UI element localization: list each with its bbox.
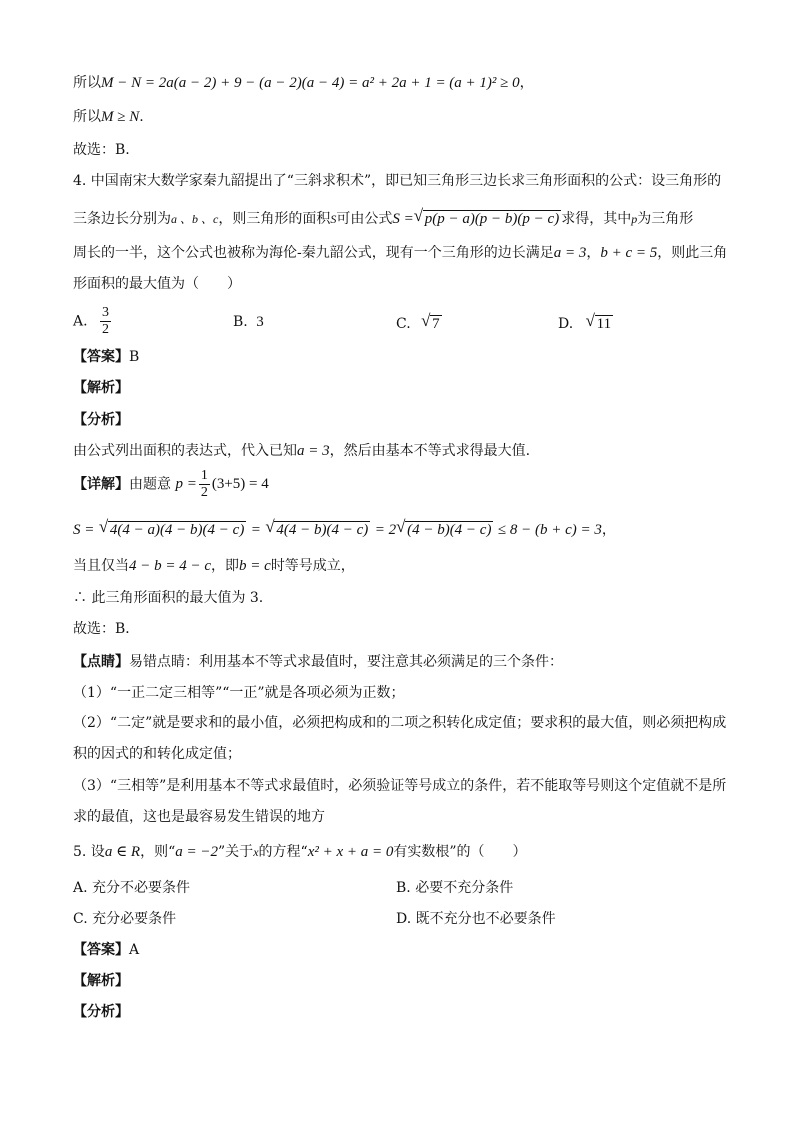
q5-option-b: B. 必要不充分条件 bbox=[396, 880, 514, 896]
tips-point-3a: （3）“三相等”是利用基本不等式求最值时，必须验证等号成立的条件，若不能取等号则这个定值就不是所 bbox=[73, 778, 727, 794]
answer-4: 【答案】B bbox=[73, 349, 140, 365]
option-c: C. √ 7 bbox=[396, 311, 440, 332]
math-expression: M ≥ N bbox=[101, 109, 140, 125]
detail-4: 【详解】由题意 p = $\frac{1}{2}$ (3+5) = 4 bbox=[73, 468, 269, 500]
question-4-line-3: 周长的一半，这个公式也被称为海伦-秦九韶公式，现有一个三角形的边长满足a = 3，b + c = 5，则此三角 bbox=[73, 245, 728, 261]
area-inequality: S = √ 4(4 − a)(4 − b)(4 − c) = √ 4(4 − b)(4 − c) = 2 √ (4 − b)(4 − c) ≤ 8 − (b + c) = 3， bbox=[73, 517, 616, 538]
conclusion: ∴ 此三角形面积的最大值为 3. bbox=[73, 590, 264, 606]
option-b: B. 3 bbox=[233, 314, 264, 330]
solution-line-1: 所以M − N = 2a(a − 2) + 9 − (a − 2)(a − 4) = a² + 2a + 1 = (a + 1)² ≥ 0， bbox=[73, 75, 534, 91]
heron-formula: √ p(p − a)(p − b)(p − c) bbox=[413, 206, 560, 227]
q5-option-c: C. 充分必要条件 bbox=[73, 911, 177, 927]
question-4-line-2: 三条边长分别为a 、b 、c，则三角形的面积S可由公式S = √ p(p − a)(p − b)(p − c) 求得，其中p为三角形 bbox=[73, 206, 694, 227]
analysis-tag: 【解析】 bbox=[73, 380, 129, 396]
tips-point-1: （1）“一正二定三相等”“一正”就是各项必须为正数； bbox=[73, 685, 405, 701]
option-d: D. √ 11 bbox=[558, 311, 612, 332]
choose-4: 故选：B． bbox=[73, 621, 140, 637]
q5-option-a: A. 充分不必要条件 bbox=[73, 880, 191, 896]
math-expression: M − N = 2a(a − 2) + 9 − (a − 2)(a − 4) = a² + 2a + 1 = (a + 1)² ≥ 0 bbox=[101, 75, 520, 91]
fenxi-5-tag: 【分析】 bbox=[73, 1004, 129, 1020]
answer-5: 【答案】A bbox=[73, 942, 140, 958]
question-4-line-4: 形面积的最大值为（ ） bbox=[73, 276, 241, 292]
fenxi-4-text: 由公式列出面积的表达式，代入已知a = 3，然后由基本不等式求得最大值. bbox=[73, 443, 531, 459]
fenxi-tag: 【分析】 bbox=[73, 412, 129, 428]
tips-intro: 【点睛】易错点睛：利用基本不等式求最值时，要注意其必须满足的三个条件： bbox=[73, 654, 563, 670]
tips-point-3b: 求的最值，这也是最容易发生错误的地方 bbox=[73, 809, 325, 825]
solution-line-2: 所以M ≥ N. bbox=[73, 109, 144, 125]
question-5: 5. 设a ∈ R，则“a = −2”关于x的方程“x² + x + a = 0有实数根”的（ ） bbox=[73, 844, 527, 860]
equality-condition: 当且仅当4 − b = 4 − c，即b = c时等号成立， bbox=[73, 558, 355, 574]
tips-point-2b: 积的因式的和转化成定值； bbox=[73, 746, 241, 762]
option-a: A. $\frac{3}{2}$ bbox=[73, 305, 110, 337]
tips-point-2a: （2）“二定”就是要求和的最小值，必须把构成和的二项之积转化成定值；要求积的最大值，则必须把构成 bbox=[73, 715, 727, 731]
q5-option-d: D. 既不充分也不必要条件 bbox=[396, 911, 556, 927]
choose-line: 故选：B. bbox=[73, 142, 130, 158]
analysis-5-tag: 【解析】 bbox=[73, 973, 129, 989]
fraction: $\frac{3}{2}$ bbox=[102, 305, 110, 337]
question-4-line-1: 4. 中国南宋大数学家秦九韶提出了“三斜求积术”，即已知三角形三边长求三角形面积的公式：设三角形的 bbox=[73, 173, 722, 189]
